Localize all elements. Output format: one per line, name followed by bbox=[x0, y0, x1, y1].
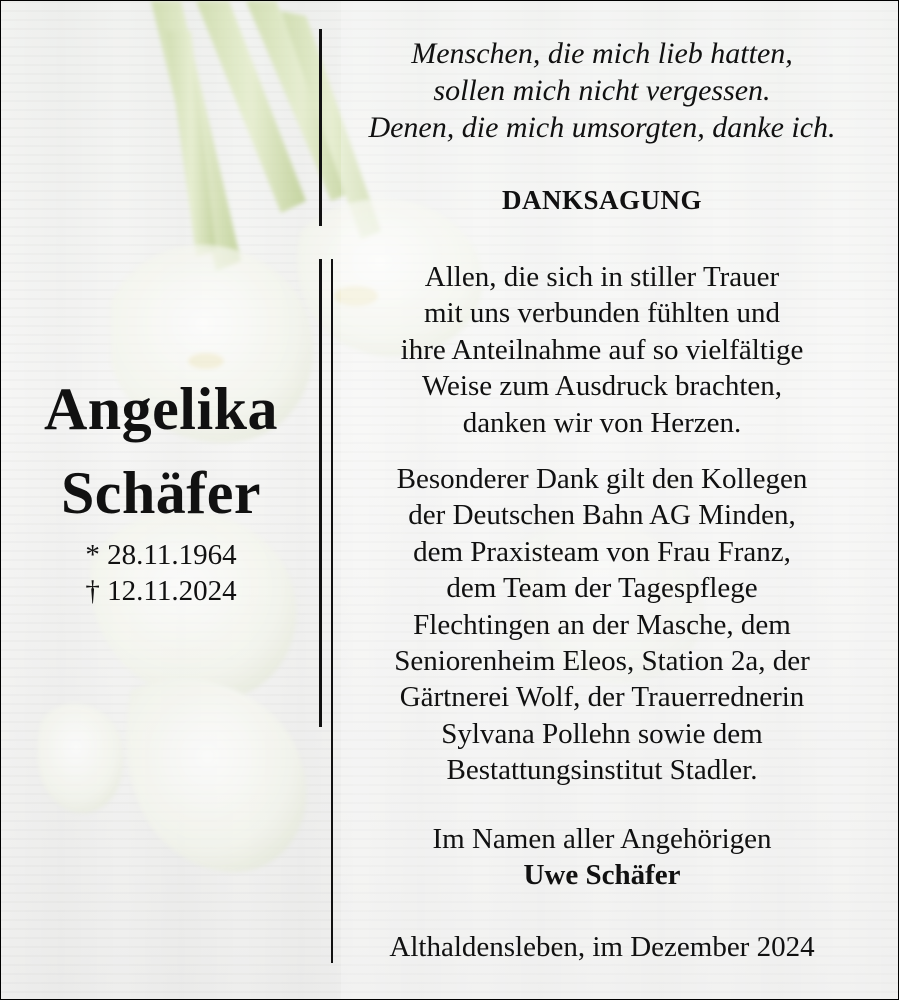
paragraph-line: danken wir von Herzen. bbox=[462, 406, 742, 439]
thanks-paragraph-2 bbox=[337, 461, 867, 789]
quote-line: Denen, die mich umsorgten, danke ich. bbox=[368, 111, 836, 144]
quote-line: Menschen, die mich lieb hatten, bbox=[411, 37, 793, 70]
paragraph-line: Weise zum Ausdruck brachten, bbox=[421, 370, 783, 403]
memorial-quote bbox=[337, 35, 867, 146]
paragraph-line: Besonderer Dank gilt den Kollegen bbox=[396, 463, 808, 495]
divider-line-middle bbox=[319, 259, 322, 727]
quote-line: sollen mich nicht vergessen. bbox=[433, 74, 771, 107]
death-date: † 12.11.2024 bbox=[85, 575, 237, 607]
signature-block bbox=[337, 821, 867, 893]
paragraph-line: Sylvana Pollehn sowie dem bbox=[441, 717, 763, 750]
thanks-paragraph-1 bbox=[337, 259, 867, 441]
paragraph-line: der Deutschen Bahn AG Minden, bbox=[408, 499, 796, 532]
heading-danksagung: DANKSAGUNG bbox=[501, 185, 702, 215]
paragraph-line: Gärtnerei Wolf, der Trauerrednerin bbox=[399, 681, 805, 714]
paragraph-line: ihre Anteilnahme auf so vielfältige bbox=[400, 333, 804, 366]
paragraph-line: dem Praxisteam von Frau Franz, bbox=[413, 535, 791, 568]
paragraph-line: Bestattungsinstitut Stadler. bbox=[446, 754, 758, 787]
paragraph-line: Allen, die sich in stiller Trauer bbox=[424, 261, 780, 293]
signature-name: Uwe Schäfer bbox=[523, 859, 681, 891]
place-and-date: Althaldensleben, im Dezember 2024 bbox=[389, 931, 815, 963]
divider-line-top bbox=[319, 29, 322, 226]
birth-date: * 28.11.1964 bbox=[85, 539, 237, 571]
paragraph-line: Flechtingen an der Masche, dem bbox=[413, 608, 791, 641]
deceased-first-name: Angelika bbox=[43, 376, 279, 442]
paragraph-line: Seniorenheim Eleos, Station 2a, der bbox=[394, 645, 810, 678]
divider-line-right bbox=[331, 259, 333, 963]
signature-intro: Im Namen aller Angehörigen bbox=[432, 823, 772, 855]
paragraph-line: mit uns verbunden fühlten und bbox=[423, 297, 780, 330]
paragraph-line: dem Team der Tagespflege bbox=[446, 572, 758, 605]
deceased-last-name: Schäfer bbox=[60, 460, 262, 526]
